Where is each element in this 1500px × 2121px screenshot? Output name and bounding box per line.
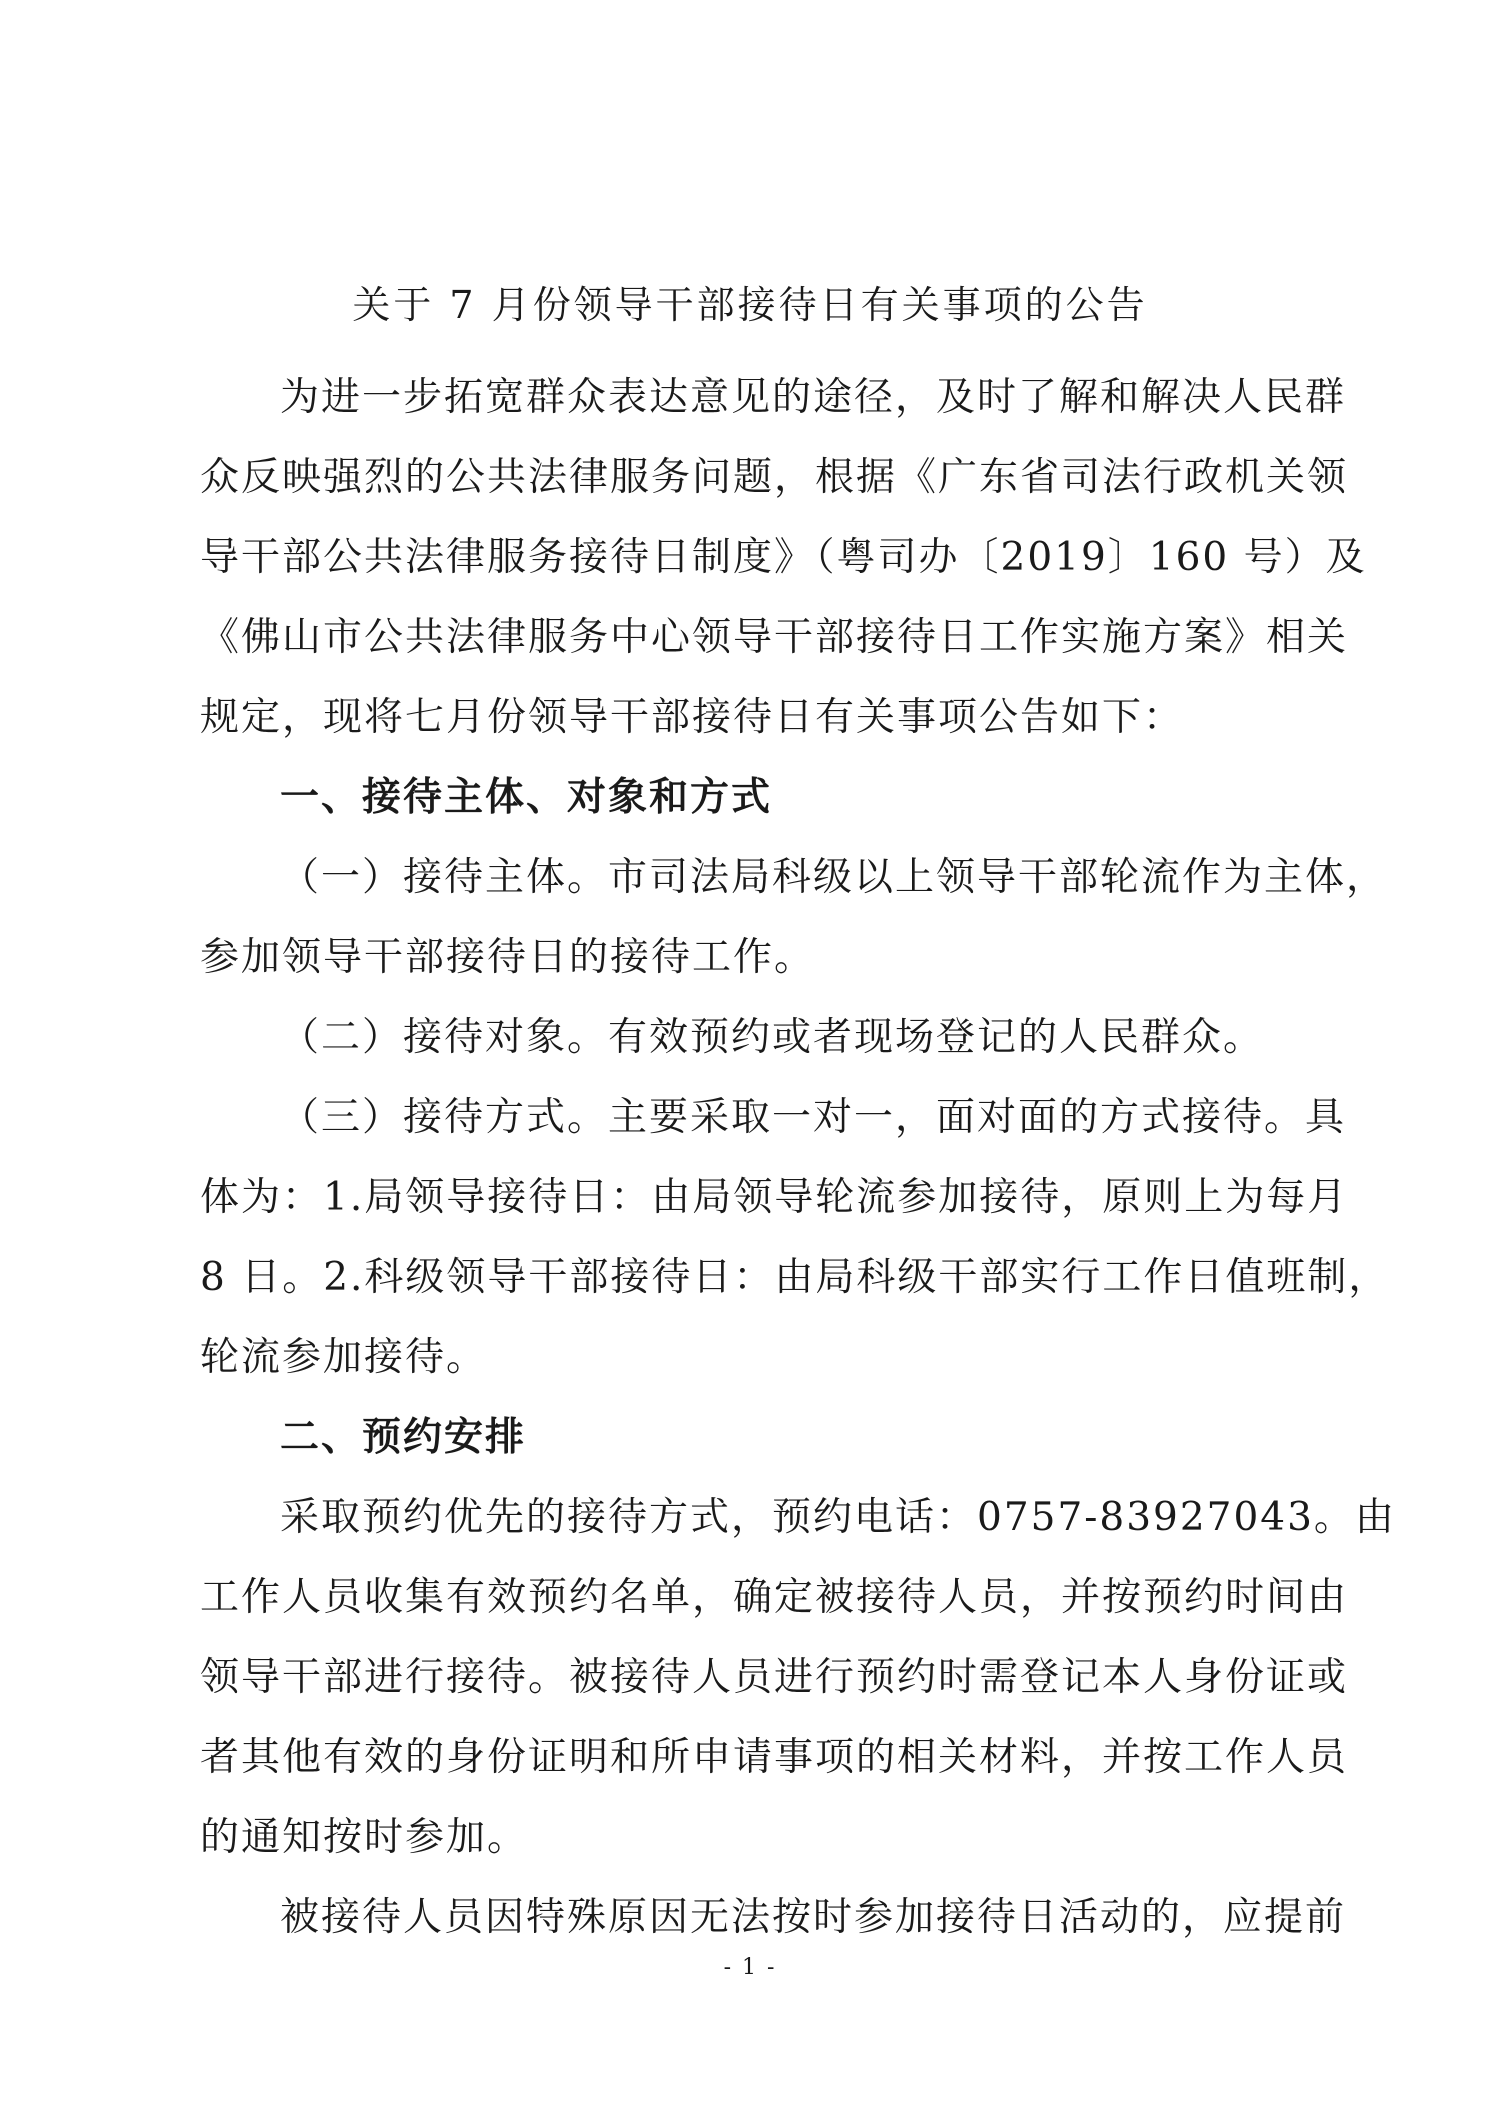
paragraph-line: 体为：1.局领导接待日：由局领导轮流参加接待，原则上为每月 <box>200 1175 1349 1220</box>
section-heading-2: 二、预约安排 <box>280 1415 527 1460</box>
paragraph-line: （三）接待方式。主要采取一对一，面对面的方式接待。具 <box>280 1095 1347 1140</box>
page-number: - 1 - <box>723 1955 777 1980</box>
paragraph-line: 的通知按时参加。 <box>200 1815 529 1860</box>
paragraph-line: 者其他有效的身份证明和所申请事项的相关材料，并按工作人员 <box>200 1735 1349 1780</box>
paragraph-line: 采取预约优先的接待方式，预约电话：0757-83927043。由 <box>280 1495 1396 1540</box>
section-heading-1: 一、接待主体、对象和方式 <box>280 775 773 820</box>
paragraph-line: 为进一步拓宽群众表达意见的途径，及时了解和解决人民群 <box>280 375 1347 420</box>
paragraph-line: 被接待人员因特殊原因无法按时参加接待日活动的，应提前 <box>280 1895 1347 1940</box>
paragraph-line: 轮流参加接待。 <box>200 1335 488 1380</box>
paragraph-line: （一）接待主体。市司法局科级以上领导干部轮流作为主体， <box>280 855 1388 900</box>
paragraph-line: 导干部公共法律服务接待日制度》（粤司办〔2019〕160 号）及 <box>200 535 1367 580</box>
paragraph-line: 领导干部进行接待。被接待人员进行预约时需登记本人身份证或 <box>200 1655 1349 1700</box>
paragraph-line: 8 日。2.科级领导干部接待日：由局科级干部实行工作日值班制， <box>200 1255 1390 1300</box>
document-title: 关于 7 月份领导干部接待日有关事项的公告 <box>352 283 1148 327</box>
paragraph-line: 众反映强烈的公共法律服务问题，根据《广东省司法行政机关领 <box>200 455 1349 500</box>
paragraph-line: 《佛山市公共法律服务中心领导干部接待日工作实施方案》相关 <box>200 615 1349 660</box>
paragraph-line: （二）接待对象。有效预约或者现场登记的人民群众。 <box>280 1015 1265 1060</box>
paragraph-line: 规定，现将七月份领导干部接待日有关事项公告如下： <box>200 695 1185 740</box>
paragraph-line: 工作人员收集有效预约名单，确定被接待人员，并按预约时间由 <box>200 1575 1349 1620</box>
paragraph-line: 参加领导干部接待日的接待工作。 <box>200 935 816 980</box>
